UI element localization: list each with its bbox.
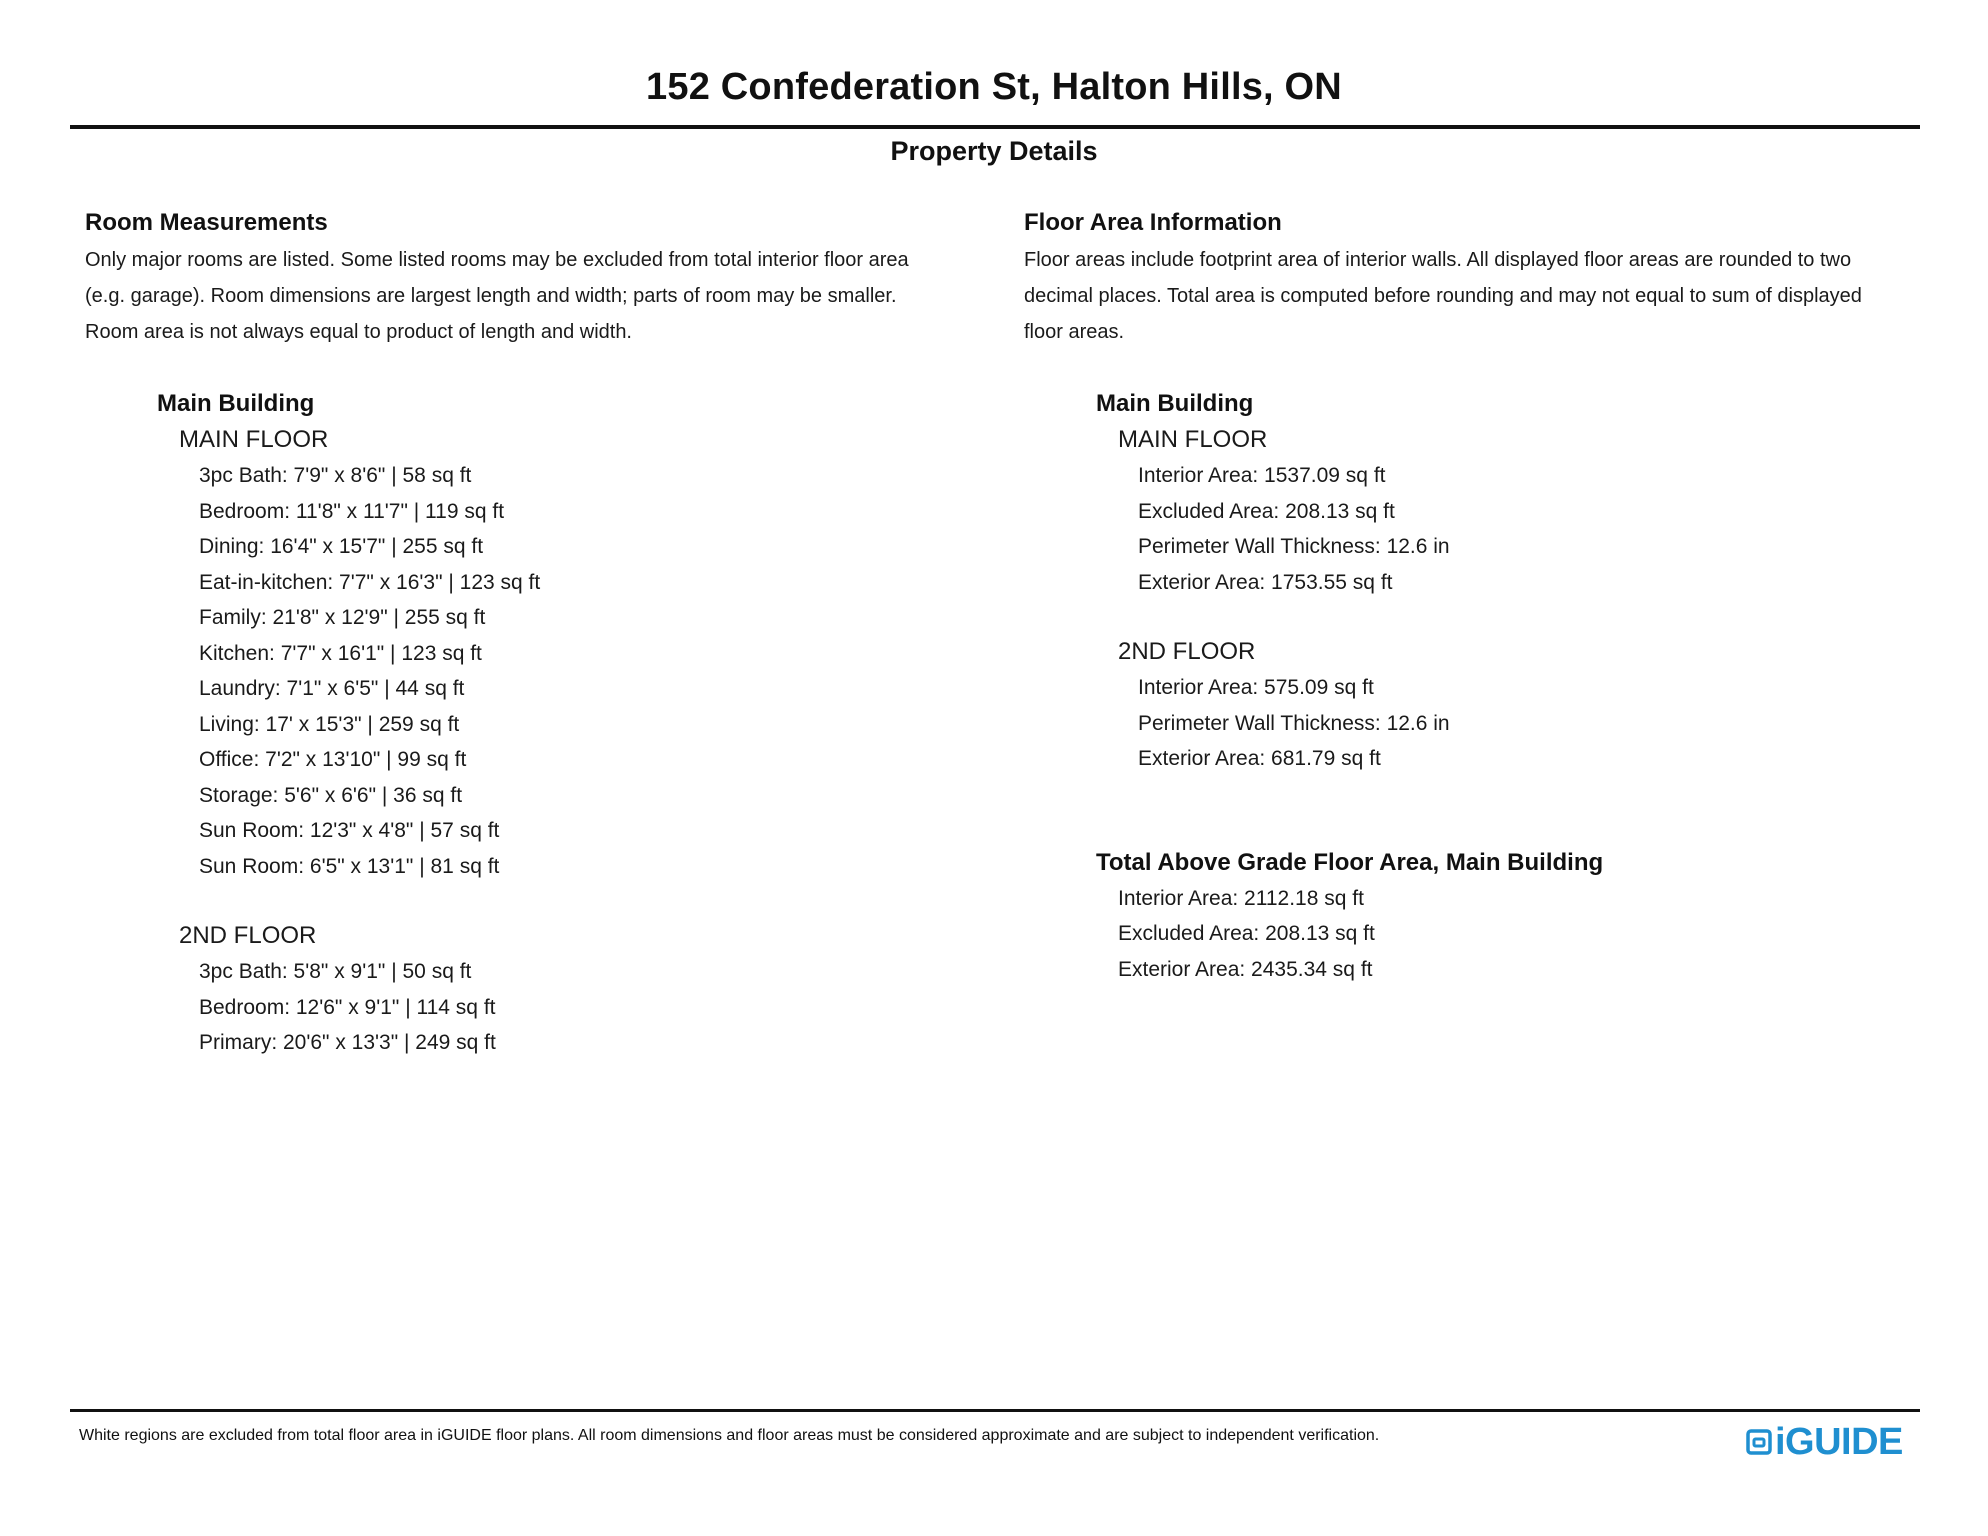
description-line: Room area is not always equal to product of length and width. (85, 321, 632, 343)
area-item: Excluded Area: 208.13 sq ft (1138, 499, 1395, 523)
page-title: 152 Confederation St, Halton Hills, ON (646, 66, 1342, 108)
room-item: 3pc Bath: 5'8" x 9'1" | 50 sq ft (199, 960, 472, 983)
area-floor-block-2nd (1118, 634, 1944, 777)
floor-area-section (1024, 206, 1944, 987)
total-item: Interior Area: 2112.18 sq ft (1118, 886, 1364, 910)
room-item: 3pc Bath: 7'9" x 8'6" | 58 sq ft (199, 464, 472, 487)
total-item: Exterior Area: 2435.34 sq ft (1118, 957, 1373, 981)
area-item: Perimeter Wall Thickness: 12.6 in (1138, 535, 1450, 558)
floor-title: 2ND FLOOR (1118, 638, 1256, 665)
totals-heading: Total Above Grade Floor Area, Main Building (1096, 848, 1604, 876)
area-item: Exterior Area: 1753.55 sq ft (1138, 570, 1393, 594)
room-item: Storage: 5'6" x 6'6" | 36 sq ft (199, 783, 463, 807)
room-item: Dining: 16'4" x 15'7" | 255 sq ft (199, 535, 484, 558)
floor-title: MAIN FLOOR (1118, 426, 1268, 453)
room-item: Sun Room: 12'3" x 4'8" | 57 sq ft (199, 819, 500, 842)
floor-area-description (1024, 242, 1944, 350)
floor-title: MAIN FLOOR (179, 426, 329, 453)
room-item: Bedroom: 12'6" x 9'1" | 114 sq ft (199, 995, 496, 1019)
room-item: Living: 17' x 15'3" | 259 sq ft (199, 712, 460, 736)
header-divider (70, 125, 1920, 129)
room-item: Office: 7'2" x 13'10" | 99 sq ft (199, 748, 467, 771)
description-line: Only major rooms are listed. Some listed rooms may be excluded from total interior floor area (85, 249, 909, 271)
totals-block (1096, 845, 1944, 988)
footer-disclaimer: White regions are excluded from total floor area in iGUIDE floor plans. All room dimensions and floor areas must be considered approximate and are subject to independent verification. (79, 1427, 1380, 1444)
floor-block-main (179, 422, 1005, 884)
building-title: Main Building (1096, 390, 1254, 417)
building-title: Main Building (157, 390, 315, 417)
description-line: Floor areas include footprint area of interior walls. All displayed floor areas are rounded to two (1024, 249, 1852, 271)
iguide-logo (1746, 1421, 1903, 1463)
iguide-logo-text: iGUIDE (1775, 1421, 1903, 1463)
description-line: decimal places. Total area is computed before rounding and may not equal to sum of displayed (1024, 285, 1862, 307)
area-item: Interior Area: 1537.09 sq ft (1138, 464, 1386, 487)
area-item: Perimeter Wall Thickness: 12.6 in (1138, 711, 1450, 735)
room-item: Primary: 20'6" x 13'3" | 249 sq ft (199, 1031, 496, 1054)
room-measurements-heading: Room Measurements (85, 209, 328, 236)
area-floor-block-main (1118, 422, 1944, 600)
floor-block-2nd (179, 918, 1005, 1061)
iguide-logo-icon (1746, 1428, 1772, 1456)
room-item: Kitchen: 7'7" x 16'1" | 123 sq ft (199, 641, 482, 665)
total-item: Excluded Area: 208.13 sq ft (1118, 922, 1375, 945)
area-item: Interior Area: 575.09 sq ft (1138, 676, 1374, 699)
footer-divider (70, 1409, 1920, 1412)
floor-title: 2ND FLOOR (179, 922, 317, 949)
description-line: (e.g. garage). Room dimensions are largest length and width; parts of room may be smaller. (85, 285, 897, 307)
area-building-block (1096, 386, 1944, 777)
area-item: Exterior Area: 681.79 sq ft (1138, 747, 1381, 770)
room-item: Family: 21'8" x 12'9" | 255 sq ft (199, 606, 486, 629)
room-item: Laundry: 7'1" x 6'5" | 44 sq ft (199, 677, 465, 700)
room-item: Bedroom: 11'8" x 11'7" | 119 sq ft (199, 499, 505, 523)
description-line: floor areas. (1024, 321, 1125, 343)
room-item: Sun Room: 6'5" x 13'1" | 81 sq ft (199, 854, 500, 878)
room-item: Eat-in-kitchen: 7'7" x 16'3" | 123 sq ft (199, 570, 541, 594)
floor-area-heading: Floor Area Information (1024, 209, 1282, 236)
room-measurements-section (85, 206, 1005, 1061)
room-measurements-description (85, 242, 1005, 350)
room-building-block (157, 386, 1005, 1061)
page-subtitle: Property Details (890, 136, 1098, 166)
